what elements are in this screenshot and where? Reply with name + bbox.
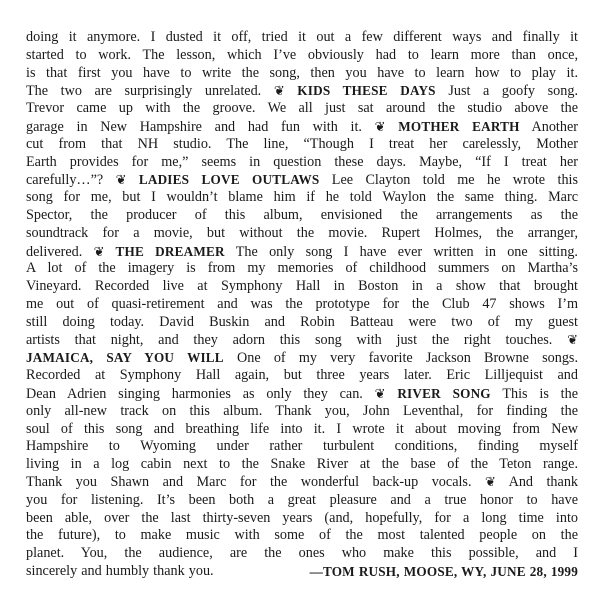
- ornament-icon: ❦: [93, 244, 105, 260]
- text-line: [26, 492, 578, 510]
- text-line: [26, 456, 578, 474]
- song-title: KIDS THESE DAYS: [284, 83, 436, 99]
- ornament-icon: ❦: [374, 119, 386, 135]
- text-line: [26, 332, 578, 350]
- text-line: [26, 29, 578, 47]
- song-title: RIVER SONG: [385, 385, 491, 401]
- body-text: Hampshire to Wyoming under rather turbulent conditions, finding myself: [26, 438, 578, 455]
- body-text: Another: [519, 118, 578, 135]
- text-line: [26, 545, 578, 563]
- ornament-icon: ❦: [567, 332, 578, 348]
- text-line: [26, 510, 578, 528]
- body-text: A lot of the imagery is from my memories of childhood summers on Martha’s: [26, 260, 578, 277]
- text-line: [26, 47, 578, 65]
- body-text: Dean Adrien singing harmonies as only they can.: [26, 385, 375, 402]
- text-line: [26, 260, 578, 278]
- text-line: [26, 278, 578, 296]
- body-text: The two are surprisingly unrelated.: [26, 83, 274, 100]
- body-text: planet. You, the audience, are the ones who make this possible, and I: [26, 545, 578, 562]
- body-text: me out of quasi-retirement and was the prototype for the Club 47 shows I’m: [26, 295, 578, 312]
- text-line: [26, 154, 578, 172]
- text-line: [26, 65, 578, 83]
- song-title: THE DREAMER: [104, 243, 225, 259]
- text-line: [26, 421, 578, 439]
- body-text: The only song I have ever written in one sitting.: [224, 243, 578, 260]
- text-line: [26, 385, 578, 403]
- body-text: the future), to make music with some of the most talented people on the: [26, 527, 578, 544]
- song-title: LADIES LOVE OUTLAWS: [126, 172, 320, 188]
- body-text: still doing today. David Buskin and Robin Batteau were two of my guest: [26, 313, 578, 330]
- body-text: Earth provides for me,” seems in question these days. Maybe, “If I treat her: [26, 153, 578, 170]
- body-text: carefully…”?: [26, 172, 116, 189]
- text-line: [26, 225, 578, 243]
- text-line: [26, 171, 578, 189]
- body-text: Lee Clayton told me he wrote this: [319, 172, 579, 189]
- body-text: you for listening. It’s been both a great pleasure and a true honor to have: [26, 491, 578, 508]
- signature: —TOM RUSH, MOOSE, WY, JUNE 28, 1999: [309, 563, 578, 579]
- body-text: delivered.: [26, 243, 94, 260]
- body-text: living in a log cabin next to the Snake River at the base of the Teton range.: [26, 456, 578, 473]
- body-text: soul of this song and breathing life into it. I wrote it about moving from New: [26, 420, 578, 437]
- body-text: Vineyard. Recorded live at Symphony Hall in Boston in a show that brought: [26, 278, 578, 295]
- text-line: [26, 118, 578, 136]
- text-line: [26, 136, 578, 154]
- body-text: song for me, but I wouldn’t blame him if he told Waylon the same thing. Marc: [26, 189, 578, 206]
- body-text: only all-new track on this album. Thank you, John Leventhal, for finding the: [26, 402, 578, 419]
- closing-text: sincerely and humbly thank you.: [26, 562, 214, 579]
- body-text: doing it anymore. I dusted it off, tried it out a few different ways and finally it: [26, 29, 578, 45]
- text-line: [26, 403, 578, 421]
- body-text: started to work. The lesson, which I’ve obviously had to learn more than once,: [26, 46, 578, 63]
- text-line: [26, 349, 578, 367]
- body-text: And thank: [495, 473, 579, 490]
- body-text: Just a goofy song.: [435, 83, 578, 100]
- body-text: been able, over the last thirty-seven years (and, hopefully, for a long time into: [26, 509, 578, 526]
- text-line: [26, 189, 578, 207]
- body-text: is that first you have to write the song, then you have to learn how to play it.: [26, 64, 578, 81]
- body-text: garage in New Hampshire and had fun with it.: [26, 118, 375, 135]
- body-text: cut from that NH studio. The line, “Though I treat her carelessly, Mother: [26, 135, 578, 152]
- ornament-icon: ❦: [374, 386, 386, 402]
- text-line: [26, 100, 578, 118]
- body-text: soundtrack for a movie, but without the movie. Rupert Holmes, the arranger,: [26, 224, 578, 241]
- liner-notes-text: [26, 29, 578, 581]
- body-text: artists that night, and they adorn this song with just the right touches.: [26, 331, 568, 348]
- paragraph: [26, 29, 578, 563]
- body-text: This is the: [490, 385, 578, 402]
- ornament-icon: ❦: [115, 173, 127, 189]
- text-line: [26, 82, 578, 100]
- text-line: [26, 527, 578, 545]
- text-line: [26, 314, 578, 332]
- body-text: One of my very favorite Jackson Browne songs.: [223, 350, 578, 367]
- closing-line: [26, 563, 578, 581]
- text-line: [26, 367, 578, 385]
- text-line: [26, 438, 578, 456]
- text-line: [26, 243, 578, 261]
- body-text: Recorded at Symphony Hall again, but three years later. Eric Lilljequist and: [26, 367, 578, 384]
- text-line: [26, 207, 578, 225]
- ornament-icon: ❦: [484, 474, 496, 490]
- body-text: Spector, the producer of this album, envisioned the arrangements as the: [26, 206, 578, 223]
- text-line: [26, 474, 578, 492]
- song-title: MOTHER EARTH: [385, 118, 520, 134]
- ornament-icon: ❦: [273, 84, 285, 100]
- body-text: Trevor came up with the groove. We all just sat around the studio above the: [26, 100, 578, 117]
- song-title: JAMAICA, SAY YOU WILL: [26, 350, 224, 366]
- body-text: Thank you Shawn and Marc for the wonderful back-up vocals.: [26, 473, 485, 490]
- text-line: [26, 296, 578, 314]
